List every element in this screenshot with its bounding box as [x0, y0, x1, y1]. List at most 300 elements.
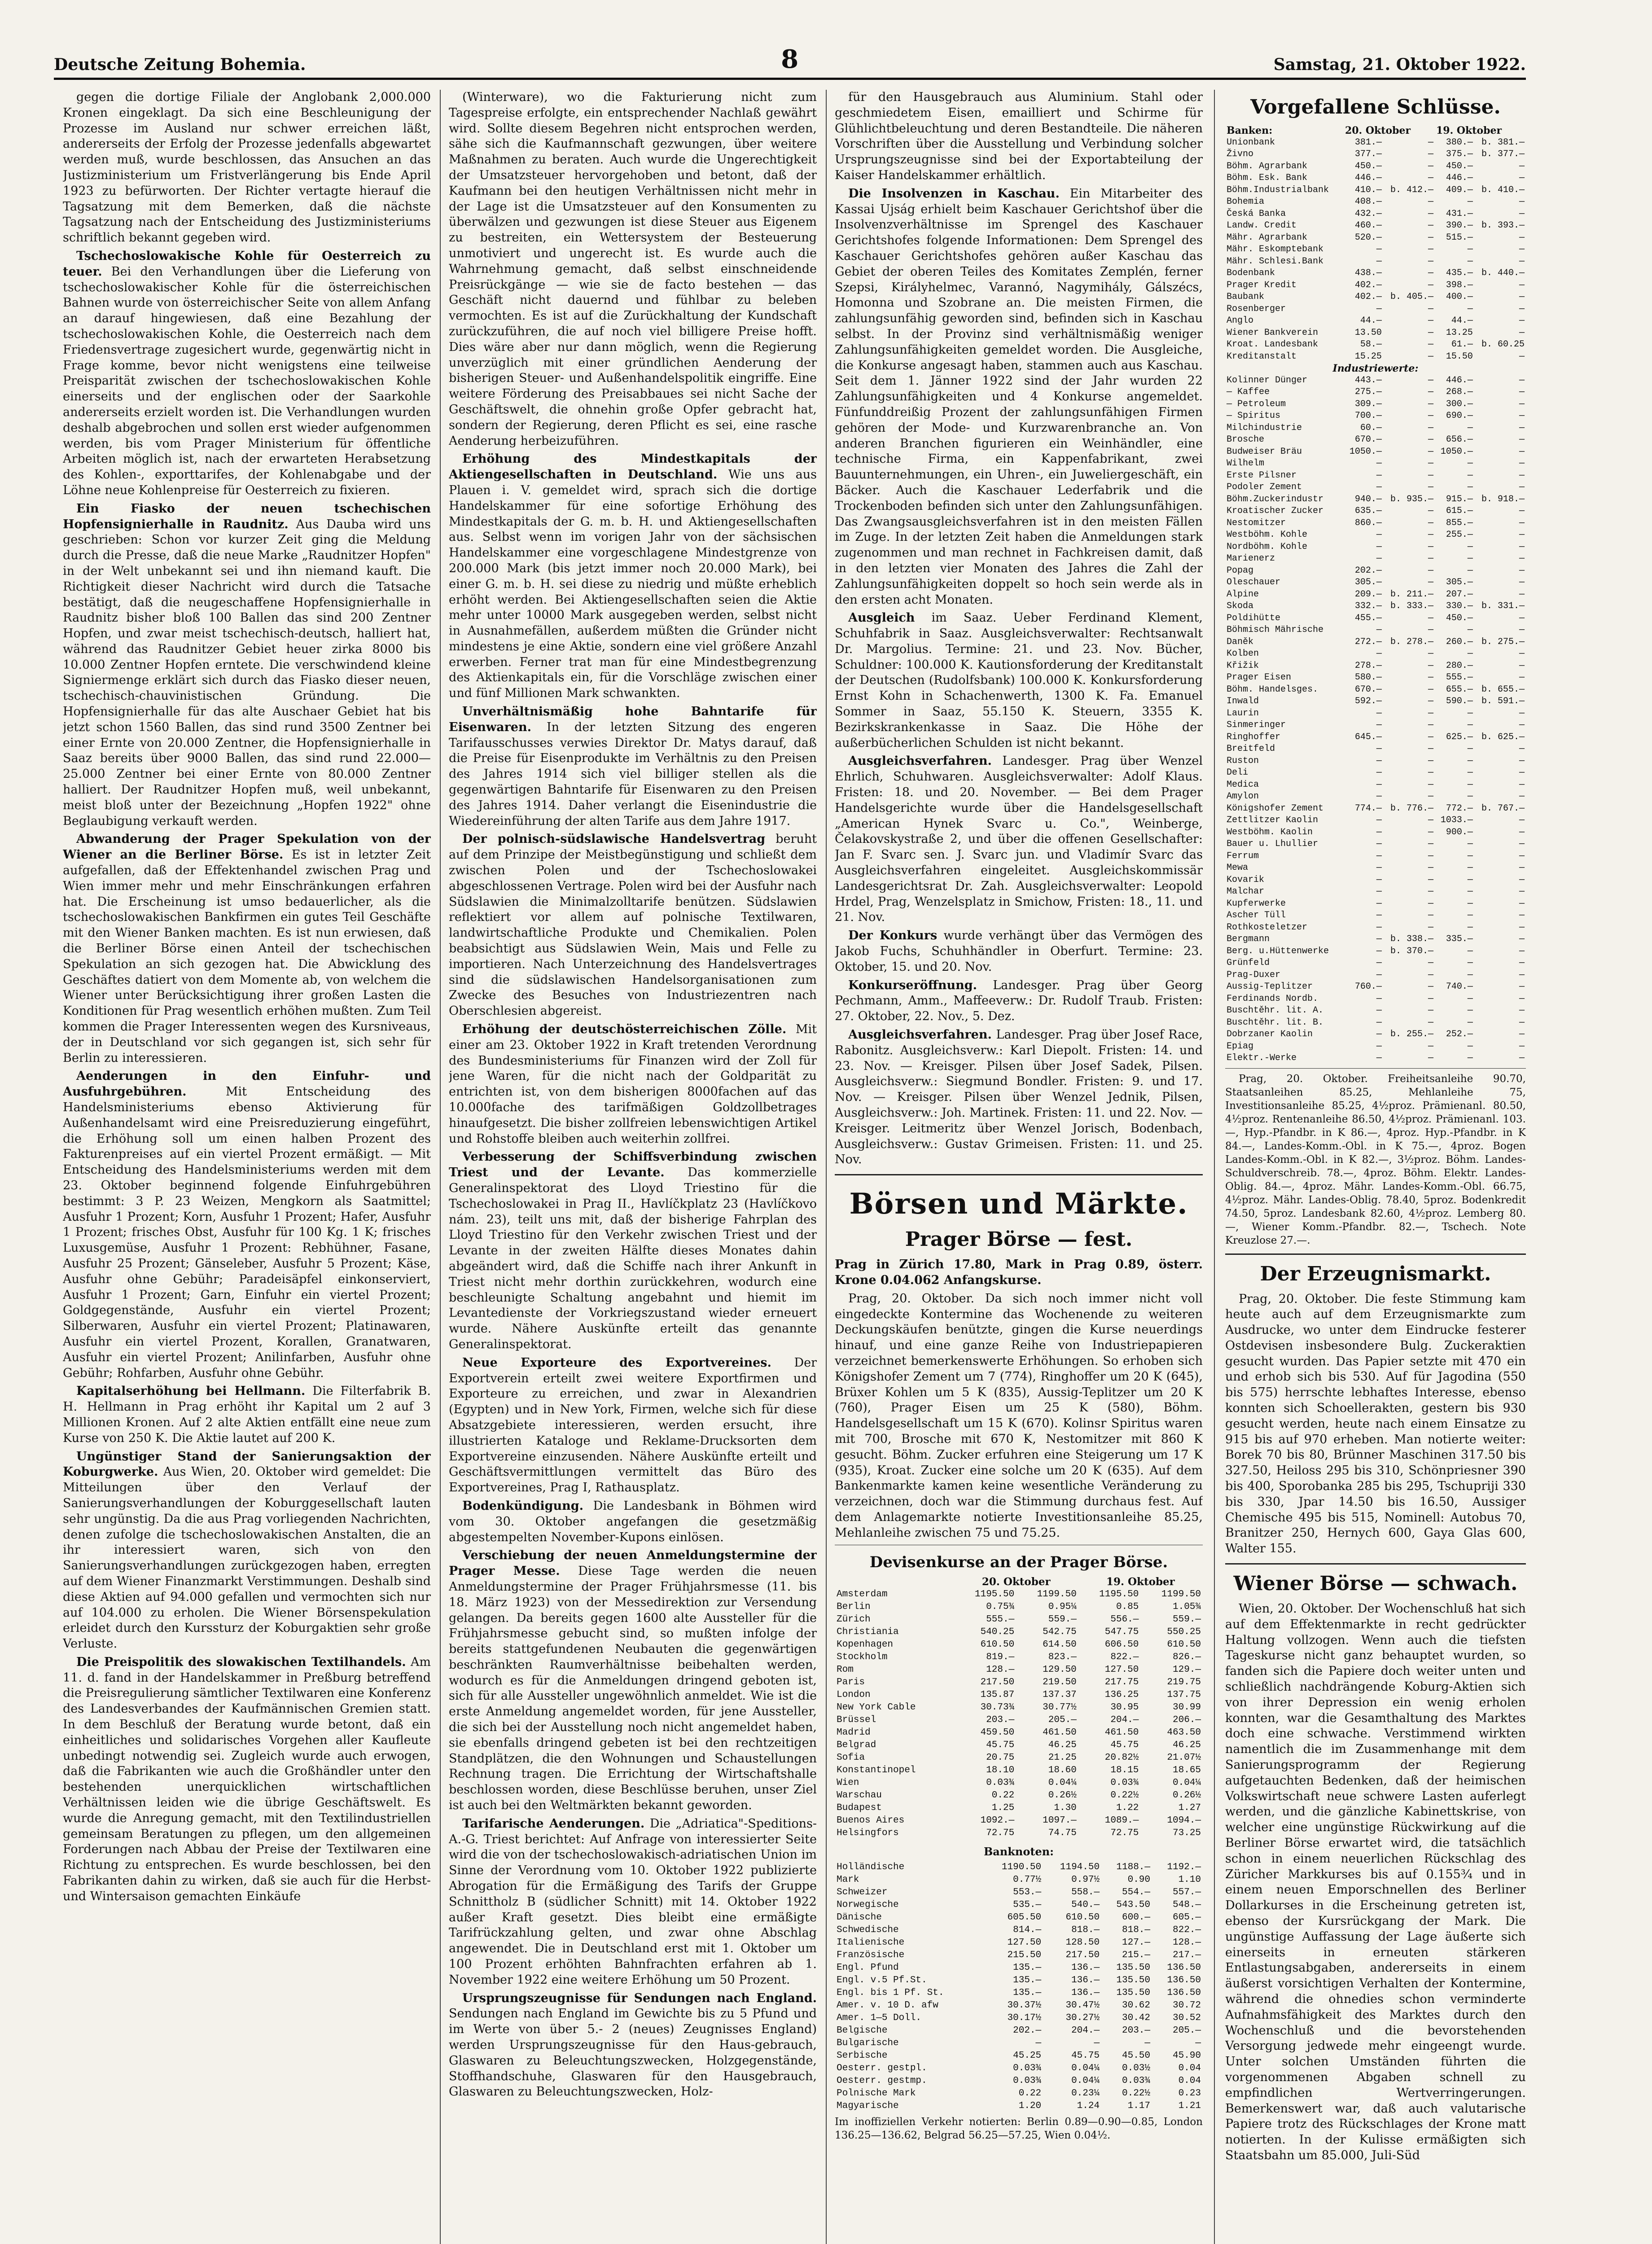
row-label: Kolben: [1227, 649, 1259, 659]
row-value: —: [1467, 197, 1473, 207]
banknoten-row: [835, 1911, 1203, 1924]
row-value: —: [1519, 482, 1525, 492]
row-value: b. 381.—: [1481, 137, 1525, 148]
row-value: —: [1428, 137, 1433, 148]
row-value: 655.—: [1446, 684, 1473, 695]
banknoten-row: [835, 1974, 1203, 1987]
row-label: Podoler Zement: [1227, 482, 1302, 492]
article-heading: Ungünstiger Stand der Sanierungsaktion der Koburgwerke.: [63, 1449, 431, 1479]
row-label: Nestomitzer: [1227, 517, 1286, 528]
row-value: —: [1467, 1005, 1473, 1016]
masthead: [54, 44, 1526, 80]
row-value: —: [1519, 791, 1525, 802]
devisen-header-yesterday: 19. Oktober: [1106, 1575, 1175, 1588]
row-value: —: [1428, 672, 1433, 683]
row-label: Kopenhagen: [837, 1639, 894, 1650]
row-value: 1.24: [1077, 2101, 1100, 2112]
banknoten-row: [835, 1987, 1203, 1999]
row-value: —: [1376, 1017, 1382, 1028]
masthead-page-number: 8: [781, 44, 799, 74]
row-value: 219.50: [1043, 1677, 1077, 1687]
schluesse-row: [1225, 600, 1526, 613]
row-value: —: [1428, 470, 1433, 481]
row-value: b. 440.—: [1481, 268, 1525, 278]
row-value: 0.03½: [1122, 2063, 1151, 2074]
schluesse-row: [1225, 267, 1526, 280]
row-value: 606.50: [1104, 1639, 1139, 1650]
article-heading: Ausgleich: [848, 611, 915, 625]
row-label: Italienische: [837, 1937, 905, 1948]
banknoten-row: [835, 1886, 1203, 1899]
row-value: 555.—: [986, 1614, 1015, 1625]
banknoten-row: [835, 2050, 1203, 2062]
row-label: London: [837, 1689, 871, 1700]
unofficial-note: Im inoffiziellen Verkehr notierten: Berlin 0.89—0.90—0.85, London 136.25—136.62, Belgrad 56.25—57.25, Wien 0.04½.: [835, 2116, 1203, 2142]
schluesse-row: [1225, 1029, 1526, 1041]
schluesse-row: [1225, 624, 1526, 636]
row-value: —: [1428, 1005, 1433, 1016]
row-value: —: [1467, 993, 1473, 1004]
row-value: 0.22½: [1110, 1790, 1139, 1801]
row-value: 823.—: [1048, 1652, 1077, 1662]
row-value: —: [1094, 2038, 1100, 2049]
schluesse-row: [1225, 672, 1526, 684]
banknoten-row: [835, 1874, 1203, 1886]
row-value: —: [1428, 744, 1433, 754]
row-value: —: [1519, 982, 1525, 992]
schluesse-row: [1225, 529, 1526, 541]
schluesse-row: [1225, 303, 1526, 316]
row-value: 30.95: [1110, 1702, 1139, 1713]
row-value: —: [1428, 993, 1433, 1004]
row-value: —: [1428, 684, 1433, 695]
row-value: b. 405.—: [1390, 292, 1433, 302]
row-label: Madrid: [837, 1727, 871, 1738]
row-value: 46.25: [1048, 1740, 1077, 1750]
row-value: b. 410.—: [1481, 184, 1525, 195]
row-value: 0.03¾: [1122, 2076, 1151, 2086]
row-value: —: [1519, 613, 1525, 623]
row-value: 0.03¾: [1013, 2063, 1042, 2074]
row-label: Magyarische: [837, 2101, 899, 2112]
row-value: —: [1467, 708, 1473, 719]
article-heading: Verbesserung der Schiffsverbindung zwischen Triest und der Levante.: [449, 1150, 817, 1180]
row-value: —: [1519, 922, 1525, 933]
row-value: —: [1376, 458, 1382, 469]
row-value: 774.—: [1354, 803, 1382, 814]
row-value: 135.—: [1013, 1988, 1042, 1999]
row-label: Polnische Mark: [837, 2088, 916, 2099]
row-label: Amer. v. 10 D. afw: [837, 2000, 938, 2011]
row-value: 605.—: [1172, 1912, 1201, 1923]
row-value: —: [1376, 934, 1382, 944]
row-value: —: [1519, 958, 1525, 968]
schluesse-row: [1225, 541, 1526, 553]
row-value: —: [1428, 446, 1433, 457]
row-value: 203.—: [986, 1714, 1015, 1725]
row-value: 553.—: [1013, 1887, 1042, 1898]
schluesse-row: [1225, 458, 1526, 470]
row-value: —: [1428, 411, 1433, 421]
article-heading: Unverhältnismäßig hohe Bahntarife für Eisenwaren.: [449, 705, 817, 734]
row-label: Mark: [837, 1875, 859, 1885]
schluesse-row: [1225, 803, 1526, 815]
row-value: —: [1428, 399, 1433, 409]
row-label: Zürich: [837, 1614, 871, 1625]
row-value: —: [1428, 482, 1433, 492]
row-value: —: [1467, 482, 1473, 492]
article-text: für den Hausgebrauch aus Aluminium. Stahl oder geschmiedetem Eisen, emailliert und Schirme für Glühlichtbeleuchtung und deren Bestandteile. Die näheren Vorschriften über die Ausstellung und Verbindung solcher Ursprungszeugnisse sind bei der Exportabteilung der Kaiser Handelskammer erhältlich.: [835, 90, 1203, 182]
row-value: 605.50: [1007, 1912, 1042, 1923]
row-label: Kolinner Dünger: [1227, 375, 1308, 386]
row-label: Křižik: [1227, 660, 1259, 671]
article-paragraph: [835, 90, 1203, 184]
column-3-articles: [835, 90, 1203, 1168]
row-value: 1033.—: [1440, 815, 1473, 825]
row-label: Engl. Pfund: [837, 1963, 899, 1973]
schluesse-row: [1225, 910, 1526, 922]
section-rule: [1225, 1253, 1526, 1255]
row-value: 0.85: [1116, 1601, 1139, 1612]
schluesse-row: [1225, 779, 1526, 791]
row-value: 30.73¾: [980, 1702, 1015, 1713]
row-label: Mewa: [1227, 863, 1249, 873]
article-paragraph: [63, 1655, 431, 1905]
row-value: —: [1467, 767, 1473, 778]
row-value: 915.—: [1446, 494, 1473, 504]
row-value: —: [1467, 470, 1473, 481]
schluesse-row: [1225, 886, 1526, 898]
row-value: 1.21: [1178, 2101, 1201, 2112]
row-value: —: [1428, 1017, 1433, 1028]
row-value: —: [1519, 458, 1525, 469]
row-value: —: [1376, 910, 1382, 920]
row-label: Živno: [1227, 149, 1254, 159]
row-value: —: [1519, 399, 1525, 409]
row-value: —: [1428, 886, 1433, 897]
row-value: 0.04¼: [1071, 2076, 1100, 2086]
row-value: 135.50: [1116, 1963, 1151, 1973]
row-value: —: [1519, 910, 1525, 920]
article-heading: Ausgleichsverfahren.: [848, 754, 992, 768]
row-label: Stockholm: [837, 1652, 888, 1662]
banknoten-row: [835, 2025, 1203, 2037]
row-value: —: [1519, 815, 1525, 825]
schluesse-row: [1225, 589, 1526, 601]
row-value: 209.—: [1354, 589, 1382, 600]
row-value: 202.—: [1013, 2025, 1042, 2036]
row-label: Sinmeringer: [1227, 720, 1286, 730]
article-heading: Aenderungen in den Einfuhr- und Ausfuhrgebühren.: [63, 1069, 431, 1099]
row-value: —: [1467, 625, 1473, 635]
row-value: 818.—: [1071, 1925, 1100, 1936]
row-value: —: [1428, 874, 1433, 885]
schluesse-row: [1225, 446, 1526, 458]
row-value: 690.—: [1446, 411, 1473, 421]
article-text: Die Filterfabrik B. H. Hellmann in Prag erhöht ihr Kapital um 2 auf 3 Millionen Kronen. Auf 2 alte Aktien entfällt eine neue zum Kurse von 250 K. Die Aktie lautet auf 200 K.: [63, 1384, 431, 1445]
row-value: —: [1428, 387, 1433, 397]
devisen-row: [835, 1727, 1203, 1739]
row-value: —: [1376, 755, 1382, 766]
row-value: 0.04¼: [1048, 1777, 1077, 1788]
row-value: 625.—: [1446, 732, 1473, 742]
row-value: —: [1519, 256, 1525, 267]
row-value: —: [1467, 922, 1473, 933]
row-value: —: [1467, 850, 1473, 861]
row-value: 558.—: [1071, 1887, 1100, 1898]
row-value: 0.75¾: [986, 1601, 1015, 1612]
row-value: —: [1519, 744, 1525, 754]
row-value: —: [1519, 232, 1525, 243]
row-value: 450.—: [1446, 613, 1473, 623]
row-value: —: [1428, 696, 1433, 706]
row-value: 305.—: [1446, 577, 1473, 587]
row-value: 461.50: [1104, 1727, 1139, 1738]
row-value: 0.03¾: [1110, 1777, 1139, 1788]
row-value: 135.50: [1116, 1988, 1151, 1999]
row-label: Oleschauer: [1227, 577, 1281, 587]
schluesse-row: [1225, 577, 1526, 589]
row-value: —: [1519, 969, 1525, 980]
section-rule: [1225, 1068, 1526, 1069]
row-value: 0.23¼: [1071, 2088, 1100, 2099]
row-value: —: [1467, 791, 1473, 802]
row-label: Buschtěhr. lit. A.: [1227, 1005, 1324, 1016]
row-value: —: [1519, 779, 1525, 790]
row-value: —: [1467, 1053, 1473, 1063]
banknoten-row: [835, 1949, 1203, 1962]
article-paragraph: [449, 1499, 817, 1545]
row-value: —: [1428, 268, 1433, 278]
row-value: —: [1519, 303, 1525, 314]
devisen-row: [835, 1802, 1203, 1814]
row-value: 219.75: [1167, 1677, 1201, 1687]
row-value: 136.—: [1071, 1963, 1100, 1973]
row-value: 21.25: [1048, 1752, 1077, 1763]
row-label: Brosche: [1227, 434, 1265, 445]
article-paragraph: [63, 832, 431, 1066]
wiener-boerse-report: Wien, 20. Oktober. Der Wochenschluß hat sich auf dem Effektenmarkte in recht gedrückter Haltung vollzogen. Wenn auch die tiefsten Tageskurse nicht ganz behauptet wurden, so fanden sich die Papiere doch weiter unten und schließlich nachdrängende Koburg-Aktien sich von ihrer Depression ein wenig erholen konnten, war die Gesamthaltung des Marktes doch eine schwache. Verstimmend wirkten namentlich die im Zusammenhange mit dem Sanierungsprogramm der Regierung aufgetauchten Bedenken, daß der heimischen Volkswirtschaft neue schwere Lasten auferlegt werden, und die gänzliche Kabinettskrise, von welcher eine ungünstige Rückwirkung auf die Berliner Börse erwartet wird, die tatsächlich schon in einem neuerlichen Rückschlag des Züricher Markkurses bis auf 0.155¾ und in einem neuen Emporschnellen des Berliner Dollarkurses in die Erscheinung getreten ist, ebenso der Kursrückgang der Mark. Die ungünstige Auffassung der Lage äußerte sich einerseits in erneuten stärkeren Entlastungsabgaben, andererseits in einem äußerst vorsichtigen Verhalten der Kontermine, während die ohnedies schon verminderte Aufnahmsfähigkeit des Marktes durch den Wochenschluß und die bevorstehenden Versorgung jedwede mehr eingeengt wurde. Unter solchen Umständen führten die vorgenommenen Abgaben schnell zu empfindlichen Wertverringerungen. Bemerkenswert war, daß auch valutarische Papiere trotz des Rückschlages der Krone matt notierten. In der Kulisse ermäßigten sich Staatsbahn um 85.000, Juli-Süd: [1225, 1602, 1526, 2162]
article-text: Am 11. d. fand in der Handelskammer in Preßburg betreffend die Preisregulierung sämtlicher Textilwaren eine Konferenz des Landesverbandes der Kaufmännischen Gremien statt. In dem Beschluß der Beratung wurde betont, daß ein einheitliches und solidarisches Vorgehen aller Kaufleute unbedingt notwendig sei. Zugleich wurde auch erwogen, daß die Fabrikanten wie auch die Großhändler unter den bestehenden unerquicklichen wirtschaftlichen Verhältnissen leiden wie die übrige Geschäftswelt. Es wurde die Anregung gemacht, mit den Textilindustriellen gemeinsam Beratungen zu pflegen, um den allgemeinen Forderungen nach Abbau der Preise der Textilwaren eine Richtung zu entsprechen. Es wurde beschlossen, bei den Fabrikanten dahin zu wirken, daß sie auch für die Herbst- und Wintersaison gemachten Einkäufe: [63, 1655, 431, 1903]
row-value: —: [1519, 886, 1525, 897]
row-value: —: [1519, 280, 1525, 290]
row-value: 398.—: [1446, 280, 1473, 290]
row-label: Holländische: [837, 1862, 905, 1873]
row-label: Kovarik: [1227, 874, 1265, 885]
row-label: Berg. u.Hüttenwerke: [1227, 946, 1329, 956]
row-value: 30.99: [1172, 1702, 1201, 1713]
devisen-row: [835, 1714, 1203, 1727]
row-value: 940.—: [1354, 494, 1382, 504]
row-value: —: [1428, 434, 1433, 445]
row-value: —: [1376, 244, 1382, 254]
row-label: Ferdinands Nordb.: [1227, 993, 1319, 1004]
row-value: —: [1467, 458, 1473, 469]
row-value: 15.25: [1354, 351, 1382, 362]
row-value: —: [1035, 2038, 1042, 2049]
row-value: —: [1467, 886, 1473, 897]
row-value: 205.—: [1048, 1714, 1077, 1725]
row-label: Prager Kredit: [1227, 280, 1297, 290]
row-value: 819.—: [986, 1652, 1015, 1662]
row-value: 74.75: [1048, 1828, 1077, 1838]
schluesse-row: [1225, 1017, 1526, 1029]
row-value: 20.82½: [1104, 1752, 1139, 1763]
row-value: —: [1428, 316, 1433, 326]
article-text: Wie uns aus Plauen i. V. gemeldet wird, sprach sich die dortige Handelskammer für eine sofortige Erhöhung des Mindestkapitals der G. m. b. H. und Aktiengesellschaften aus. Selbst wenn im vorigen Jahr von der sächsischen Handelskammer eine vorgeschlagene Mindestgrenze von 200.000 Mark (bis jetzt immer noch 20.000 Mark), bei einer G. m. b. H. sei diese zu niedrig und müßte erheblich erhöht werden. Bei Aktiengesellschaften seien die Aktie mehr unter 10000 Mark ausgegeben werden, selbst nicht in Ausnahmefällen, außerdem müßten die Gründer nicht mindestens je eine Aktie, sondern eine viel größere Anzahl erwerben. Ferner trat man für eine Mindestbegrenzung des Aktienkapitals ein, für die Vorschläge zwischen einer und fünf Millionen Mark schwankten.: [449, 468, 817, 701]
row-value: 0.23: [1178, 2088, 1201, 2099]
row-value: 205.—: [1172, 2025, 1201, 2036]
row-value: 128.50: [1065, 1937, 1100, 1948]
row-value: 44.—: [1451, 316, 1473, 326]
row-value: —: [1519, 506, 1525, 516]
schluesse-row: [1225, 386, 1526, 399]
row-value: 217.50: [980, 1677, 1015, 1687]
row-value: 772.—: [1446, 803, 1473, 814]
row-value: —: [1428, 779, 1433, 790]
row-value: 260.—: [1446, 636, 1473, 647]
row-value: —: [1467, 946, 1473, 956]
row-value: —: [1376, 553, 1382, 564]
schluesse-row: [1225, 184, 1526, 197]
row-value: —: [1519, 589, 1525, 600]
anleihen-report: Prag, 20. Oktober. Freiheitsanleihe 90.70, Staatsanleihen 85.25, Mehlanleihe 75, Investitionsanleihe 85.25, 4½proz. Prämienanl. 80.50, 4½proz. Rentenanleihe 86.50, 4½proz. Prämienanl. 103.—, Hyp.-Pfandbr. in K 86.—, 4proz. Hyp.-Pfandbr. in K 84.—, Landes-Komm.-Obl. in K 75.—, 4proz. Bogen Landes-Komm.-Obl. in K 82.—, 3½proz. Böhm. Landes-Schuldverschreib. 78.—, 4proz. Böhm. Elektr. Landes-Oblig. 84.—, 4proz. Mähr. Landes-Komm.-Obl. 66.75, 4½proz. Mähr. Landes-Oblig. 78.40, 5proz. Bodenkredit 74.50, 5proz. Landesbank 82.60, 4½proz. Lemberg 80.—, Wiener Komm.-Pfandbr. 82.—, Tschech. Note Kreuzlose 27.—.: [1225, 1073, 1526, 1246]
row-value: —: [1428, 553, 1433, 564]
row-value: 375.—: [1446, 149, 1473, 159]
schluesse-group-label: Industriewerte:: [1332, 363, 1419, 374]
row-value: 0.90: [1127, 1875, 1151, 1885]
article-paragraph: [449, 832, 817, 1019]
schluesse-row: [1225, 470, 1526, 482]
row-value: 300.—: [1446, 399, 1473, 409]
article-text: im Saaz. Ueber Ferdinand Klement, Schuhfabrik in Saaz. Ausgleichsverwalter: Rechtsanwalt Dr. Margolius. Termine: 21. und 23. Nov. Bücher, Schuldner: 100.000 K. Kautionsforderung der Kreditanstalt der Deutschen (Rudolfsbank) 100.000 K. Konkursforderung Ernst Kohn in Schachenwerth, 1300 K. Fa. Emanuel Sommer in Saaz, 55.150 K. Steuern, 3355 K. Bezirkskrankenkasse in Saaz. Die Höhe der außerbücherlichen Schulden ist nicht bekannt.: [835, 611, 1203, 750]
row-value: 217.75: [1104, 1677, 1139, 1687]
row-value: 18.15: [1110, 1765, 1139, 1775]
row-value: —: [1428, 791, 1433, 802]
row-label: Mähr. Schlesi.Bank: [1227, 256, 1324, 267]
row-value: 18.10: [986, 1765, 1015, 1775]
row-value: 45.75: [1071, 2051, 1100, 2061]
row-label: Amylon: [1227, 791, 1259, 802]
schluesse-row: [1225, 553, 1526, 565]
row-value: b. 211.—: [1390, 589, 1433, 600]
devisen-row: [835, 1676, 1203, 1689]
devisen-row: [835, 1588, 1203, 1601]
schluesse-header-yesterday: 19. Oktober: [1436, 125, 1502, 136]
article-paragraph: [449, 1022, 817, 1147]
row-value: 822.—: [1172, 1925, 1201, 1936]
row-label: Amsterdam: [837, 1589, 888, 1600]
row-value: —: [1428, 982, 1433, 992]
schluesse-row: [1225, 232, 1526, 244]
row-label: Daněk: [1227, 636, 1254, 647]
row-value: 272.—: [1354, 636, 1382, 647]
row-value: 136.—: [1071, 1988, 1100, 1999]
row-value: 635.—: [1354, 506, 1382, 516]
row-value: —: [1376, 482, 1382, 492]
row-value: 555.—: [1446, 672, 1473, 683]
row-value: 402.—: [1354, 280, 1382, 290]
row-label: — Kaffee: [1227, 387, 1270, 397]
row-value: 814.—: [1013, 1925, 1042, 1936]
row-value: —: [1376, 898, 1382, 909]
row-label: Böhmisch Mährische: [1227, 625, 1324, 635]
row-label: Ascher Tüll: [1227, 910, 1286, 920]
row-value: —: [1519, 625, 1525, 635]
row-value: 818.—: [1122, 1925, 1151, 1936]
row-value: 1097.—: [1043, 1815, 1077, 1826]
row-label: Breitfeld: [1227, 744, 1275, 754]
article-text: Sendungen nach England im Gewichte bis zu 5 Pfund und im Werte von über 5.- 2 (neues) Zeugnisses England) werden Ursprungszeugnisse für den Haus-gebrauch, Glaswaren zu Beleuchtungszwecken, Holzgegenstände, Stoffhandschuhe, Glaswaren für den Hausgebrauch, Glaswaren zu Beleuchtungszwecken, Holz-: [449, 2007, 817, 2099]
row-value: 72.75: [986, 1828, 1015, 1838]
row-label: Berlin: [837, 1601, 871, 1612]
row-value: —: [1428, 958, 1433, 968]
row-label: Alpine: [1227, 589, 1259, 600]
banknoten-row: [835, 2087, 1203, 2100]
row-value: —: [1428, 767, 1433, 778]
row-value: 460.—: [1354, 220, 1382, 231]
row-value: 127.50: [1007, 1937, 1042, 1948]
row-value: —: [1467, 779, 1473, 790]
row-value: 30.62: [1122, 2000, 1151, 2011]
row-value: 135.50: [1116, 1975, 1151, 1986]
schluesse-row: [1225, 280, 1526, 292]
schluesse-row: [1225, 1052, 1526, 1065]
row-value: 13.25: [1446, 327, 1473, 338]
article-heading: Verschiebung der neuen Anmeldungstermine der Prager Messe.: [449, 1548, 817, 1578]
devisen-header-today: 20. Oktober: [982, 1575, 1051, 1588]
article-text: Aus Dauba wird uns geschrieben: Schon vor kurzer Zeit ging die Meldung durch die Presse, daß die neue Marke „Raudnitzer Hopfen" in der Welt unbekannt sei und ihn niemand kauft. Die Richtigkeit dieser Nachricht wird durch die Tatsache bestätigt, daß die neugeschaffene Hopfensignierhalle in Raudnitz bisher bloß 100 Ballen das sind 200 Zentner Hopfen, und zwar meist tschechisch-deutsch, halliert hat, während das Raudnitzer Gebiet heuer zirka 8000 bis 10.000 Zentner Hopfen erntete. Die verschwindend kleine Signiermenge erklärt sich durch das Fiasko dieser neuen, tschechisch-chauvinistischen Gründung. Die Hopfensignierhalle für das alte Auschaer Gebiet hat bis jetzt schon 1560 Ballen, das sind rund 3500 Zentner bei einer Ernte von 20.000 Zentner, die Hopfensignierhalle in Saaz bereits über 9000 Ballen, das sind rund 22.000—25.000 Zentner bei einer Ernte von 80.000 Zentner halliert. Der Raudnitzer Hopfen muß, weil unbekannt, meist bloß unter der Bezeichnung „Hopfen 1922" ohne Beglaubigung verkauft werden.: [63, 517, 431, 828]
schluesse-row: [1225, 565, 1526, 577]
row-value: 1089.—: [1104, 1815, 1139, 1826]
row-value: 554.—: [1122, 1887, 1151, 1898]
row-value: 309.—: [1354, 399, 1382, 409]
row-value: b. 655.—: [1481, 684, 1525, 695]
row-value: —: [1428, 565, 1433, 576]
schluesse-row: [1225, 862, 1526, 874]
schluesse-row: [1225, 648, 1526, 660]
row-label: Aussig-Teplitzer: [1227, 982, 1313, 992]
row-value: —: [1519, 292, 1525, 302]
schluesse-row: [1225, 636, 1526, 649]
row-value: 1194.50: [1060, 1862, 1100, 1873]
row-value: 204.—: [1071, 2025, 1100, 2036]
row-value: —: [1428, 969, 1433, 980]
schluesse-row: [1225, 708, 1526, 720]
row-value: —: [1428, 149, 1433, 159]
row-label: Ferrum: [1227, 850, 1259, 861]
row-value: 203.—: [1122, 2025, 1151, 2036]
article-heading: Tarifarische Aenderungen.: [462, 1816, 645, 1831]
row-label: Belgrad: [837, 1740, 876, 1750]
erzeugnismarkt-report: Prag, 20. Oktober. Die feste Stimmung kam heute auch auf dem Erzeugnismarkte zum Ausdrucke, wo unter dem Eindrucke festerer Ostdevisen insbesondere Bulg. Zuckeraktien gesucht wurden. Das Papier setzte mit 470 ein und erhob sich bis 530. Auf für Jagodina (550 bis 575) herrschte lebhaftes Interesse, ebenso konnten sich Schoellerakten, gestern bis 930 gesucht werden, heute nach einem Einsatze zu 915 bis auf 970 erheben. Man notierte weiter: Borek 70 bis 80, Brünner Maschinen 317.50 bis 327.50, Heiloss 295 bis 310, Schönpriesner 390 bis 400, Sporobanka 285 bis 295, Tschupriji 330 bis 330, Jpar 14.50 bis 16.50, Aussiger Chemische 495 bis 515, Nominell: Autobus 70, Branitzer 250, Hernych 600, Gaya Glas 600, Walter 155.: [1225, 1292, 1526, 1556]
section-rule: [1225, 1563, 1526, 1565]
row-value: —: [1519, 577, 1525, 587]
row-value: b. 918.—: [1481, 494, 1525, 504]
row-value: —: [1519, 530, 1525, 540]
row-value: 268.—: [1446, 387, 1473, 397]
column-1: [63, 90, 431, 2244]
row-value: 305.—: [1354, 577, 1382, 587]
row-label: Westböhm. Kohle: [1227, 530, 1308, 540]
row-value: —: [1376, 530, 1382, 540]
row-value: —: [1467, 303, 1473, 314]
row-value: 1199.50: [1037, 1589, 1077, 1600]
row-value: 548.—: [1172, 1900, 1201, 1911]
row-value: —: [1376, 827, 1382, 837]
row-value: 280.—: [1446, 660, 1473, 671]
schluesse-header-today: 20. Oktober: [1345, 125, 1411, 136]
